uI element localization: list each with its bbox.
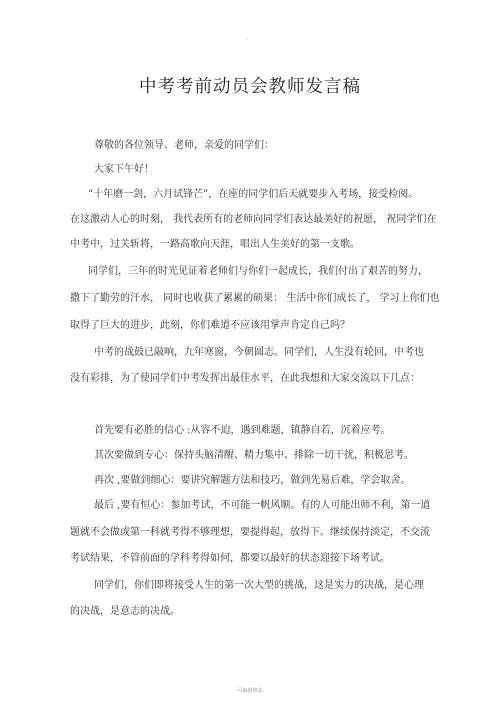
paragraph-line: 中考中，过关斩将，一路高歌向天涯，唱出人生美好的第一支歌。 <box>70 239 360 250</box>
point-line: 首先要有必胜的信心 :从容不迫，遇到难题，镇静自若，沉着应考。 <box>94 425 391 436</box>
paragraph-line: 撒下了勤劳的汗水， 同时也收获了累累的硕果： 生活中你们成长了， 学习上你们也 <box>70 293 440 304</box>
greeting-line: 大家下午好！ <box>94 164 154 175</box>
closing-line: 同学们，你们即将接受人生的第一次大型的挑战，这是实力的决战，是心理 <box>94 580 424 591</box>
point-line: 题就不会做或第一科就考得不够理想，要提得起，放得下。继续保持淡定，不交流 <box>70 527 430 538</box>
paragraph-line: 同学们，三年的时光见证着老师们与你们一起成长，我们付出了艰苦的努力， <box>88 266 428 277</box>
paragraph-line: 在这激动人心的时刻， 我代表所有的老师向同学们表达最美好的祝愿， 祝同学们在 <box>70 214 437 225</box>
point-line: 再次 ,要做到细心：要讲究解题方法和技巧，做到先易后难，学会取舍。 <box>94 475 411 486</box>
point-line: 考试结果，不管前面的学科考得如何，都要以最好的状态迎接下场考试。 <box>70 553 390 564</box>
paragraph-line: 中考的战鼓已敲响，九年寒窗，今朝圆志。同学们，人生没有轮回，中考也 <box>94 347 424 358</box>
point-line: 最后 ,要有恒心：参加考试，不可能一帆风顺。有的人可能出师不利，第一道 <box>94 500 431 511</box>
closing-line: 的决战，是意志的决战。 <box>70 606 180 617</box>
salutation-line: 尊敬的各位领导、老师，亲爱的同学们： <box>94 140 274 151</box>
page-footer: -可编辑修改- <box>235 688 265 694</box>
paragraph-line: “十年磨一剑，六月试锋芒”，在座的同学们后天就要步入考场，接受检阅。 <box>88 189 419 200</box>
header-mark: . <box>246 35 248 42</box>
paragraph-line: 取得了巨大的进步，此刻，你们难道不应该用掌声肯定自己吗？ <box>70 320 350 331</box>
paragraph-line: 没有彩排，为了使同学们中考发挥出最佳水平，在此我想和大家交流以下几点： <box>70 373 420 384</box>
point-line: 其次要做到专心：保持头脑清醒、精力集中、排除一切干扰，积极思考。 <box>94 450 414 461</box>
page-title: 中考考前动员会教师发言稿 <box>139 77 361 97</box>
